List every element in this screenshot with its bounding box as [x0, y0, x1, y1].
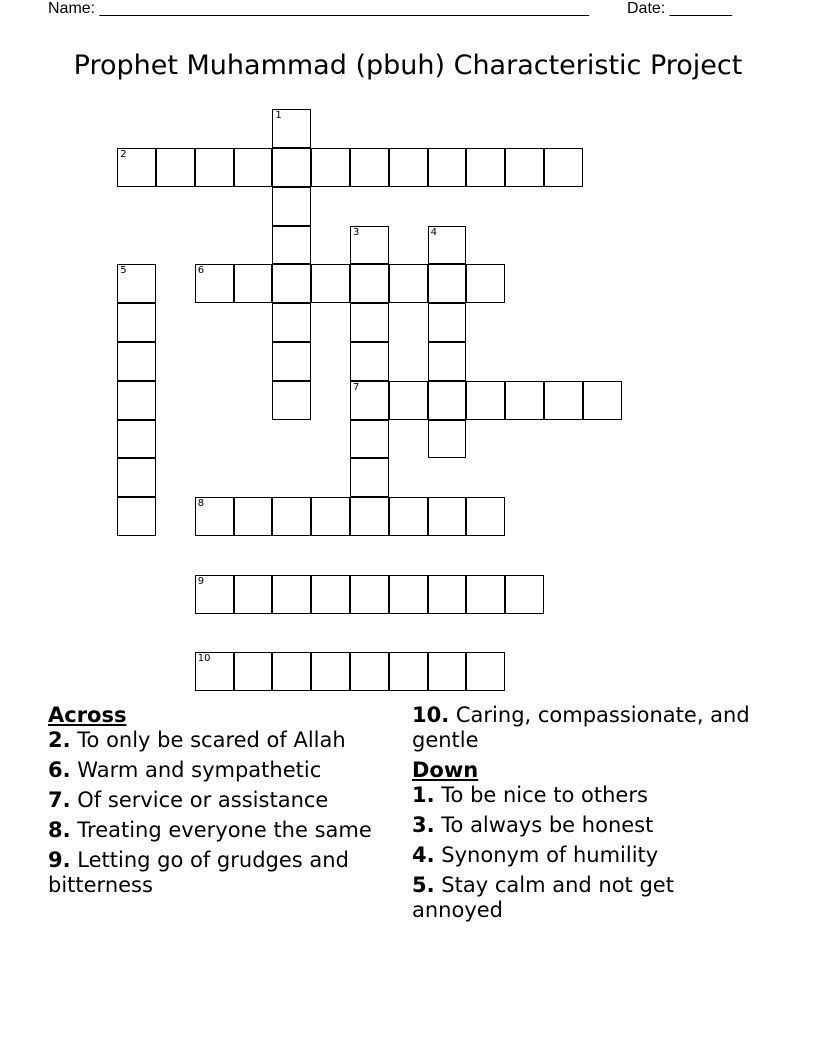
grid-cell[interactable]	[466, 381, 505, 420]
grid-cell[interactable]	[350, 381, 389, 420]
cell-clue-number: 3	[353, 226, 360, 238]
grid-cell[interactable]	[350, 226, 389, 265]
cell-clue-number: 5	[120, 265, 127, 277]
down-heading: Down	[412, 758, 479, 782]
clue-across-8	[48, 818, 393, 843]
grid-cell[interactable]	[466, 148, 505, 187]
grid-cell[interactable]	[428, 381, 467, 420]
clue-across-7	[48, 788, 393, 813]
grid-cell[interactable]	[234, 264, 273, 303]
grid-cell[interactable]	[272, 575, 311, 614]
clue-number: 4.	[412, 843, 435, 867]
grid-cell[interactable]	[272, 148, 311, 187]
grid-cell[interactable]	[428, 342, 467, 381]
grid-cell[interactable]	[311, 575, 350, 614]
grid-cell[interactable]	[428, 497, 467, 536]
clue-across-10	[412, 703, 757, 753]
clue-text: Of service or assistance	[77, 788, 329, 812]
clue-number: 8.	[48, 818, 71, 842]
grid-cell[interactable]	[272, 187, 311, 226]
clue-number: 3.	[412, 813, 435, 837]
grid-cell[interactable]	[350, 652, 389, 691]
clue-text: Treating everyone the same	[77, 818, 372, 842]
grid-cell[interactable]	[505, 575, 544, 614]
grid-cell[interactable]	[350, 264, 389, 303]
cell-clue-number: 2	[120, 149, 127, 160]
clue-number: 6.	[48, 758, 71, 782]
clues-column-right	[412, 703, 757, 928]
clue-number: 9.	[48, 848, 71, 872]
clue-text: To always be honest	[441, 813, 654, 837]
clue-text: Letting go of grudges and bitterness	[48, 848, 349, 897]
date-field-line[interactable]: Date: _______	[627, 0, 732, 17]
grid-cell[interactable]	[505, 148, 544, 187]
grid-cell[interactable]	[428, 226, 467, 265]
grid-cell[interactable]	[466, 652, 505, 691]
grid-cell[interactable]	[350, 458, 389, 497]
page-title: Prophet Muhammad (pbuh) Characteristic Project	[73, 50, 743, 81]
grid-cell[interactable]	[195, 575, 234, 614]
grid-cell[interactable]	[583, 381, 622, 420]
grid-cell[interactable]	[272, 109, 311, 148]
grid-cell[interactable]	[272, 264, 311, 303]
grid-cell[interactable]	[466, 497, 505, 536]
cell-clue-number: 4	[430, 226, 437, 238]
grid-cell[interactable]	[234, 497, 273, 536]
grid-cell[interactable]	[428, 264, 467, 303]
grid-cell[interactable]	[272, 303, 311, 342]
grid-cell[interactable]	[428, 420, 467, 459]
grid-cell[interactable]	[195, 652, 234, 691]
grid-cell[interactable]	[466, 264, 505, 303]
grid-cell[interactable]	[389, 652, 428, 691]
cell-clue-number: 9	[197, 575, 205, 587]
clue-down-4	[412, 843, 757, 868]
grid-cell[interactable]	[350, 420, 389, 459]
grid-cell[interactable]	[428, 148, 467, 187]
cell-clue-number: 8	[197, 498, 205, 510]
cell-clue-number: 6	[197, 265, 205, 277]
grid-cell[interactable]	[389, 381, 428, 420]
grid-cell[interactable]	[234, 148, 273, 187]
grid-cell[interactable]	[350, 497, 389, 536]
clue-number: 10.	[412, 703, 450, 727]
clue-text: To be nice to others	[441, 783, 648, 807]
name-field-line[interactable]: Name: _______________________________________________________	[48, 0, 589, 17]
grid-cell[interactable]	[311, 652, 350, 691]
cell-clue-number: 7	[353, 381, 360, 393]
grid-cell[interactable]	[117, 148, 156, 187]
grid-cell[interactable]	[389, 575, 428, 614]
clue-across-9	[48, 848, 393, 898]
clue-across-6	[48, 758, 393, 783]
grid-cell[interactable]	[117, 420, 156, 459]
grid-cell[interactable]	[544, 148, 583, 187]
grid-cell[interactable]	[195, 497, 234, 536]
grid-cell[interactable]	[272, 381, 311, 420]
grid-cell[interactable]	[505, 381, 544, 420]
grid-cell[interactable]	[350, 148, 389, 187]
grid-cell[interactable]	[272, 652, 311, 691]
grid-cell[interactable]	[234, 652, 273, 691]
cell-clue-number: 10	[197, 653, 211, 665]
grid-cell[interactable]	[428, 652, 467, 691]
cell-clue-number: 1	[275, 110, 282, 122]
grid-cell[interactable]	[117, 264, 156, 303]
clue-down-3	[412, 813, 757, 838]
clue-text: Caring, compassionate, and gentle	[412, 703, 750, 752]
clue-number: 7.	[48, 788, 71, 812]
grid-cell[interactable]	[272, 342, 311, 381]
grid-cell[interactable]	[272, 226, 311, 265]
grid-cell[interactable]	[117, 458, 156, 497]
clue-number: 2.	[48, 728, 71, 752]
grid-cell[interactable]	[350, 342, 389, 381]
clue-text: To only be scared of Allah	[77, 728, 346, 752]
grid-cell[interactable]	[234, 575, 273, 614]
clue-text: Warm and sympathetic	[77, 758, 322, 782]
clue-down-1	[412, 783, 757, 808]
grid-cell[interactable]	[117, 303, 156, 342]
grid-cell[interactable]	[272, 497, 311, 536]
grid-cell[interactable]	[311, 497, 350, 536]
grid-cell[interactable]	[389, 264, 428, 303]
clues-column-left	[48, 703, 393, 903]
grid-cell[interactable]	[544, 381, 583, 420]
grid-cell[interactable]	[311, 148, 350, 187]
grid-cell[interactable]	[117, 381, 156, 420]
grid-cell[interactable]	[350, 303, 389, 342]
clue-text: Synonym of humility	[441, 843, 659, 867]
across-heading: Across	[48, 703, 127, 727]
grid-cell[interactable]	[156, 148, 195, 187]
clue-number: 5.	[412, 873, 435, 897]
clue-text: Stay calm and not get annoyed	[412, 873, 674, 922]
grid-cell[interactable]	[428, 303, 467, 342]
clue-across-2	[48, 728, 393, 753]
clue-number: 1.	[412, 783, 435, 807]
grid-cell[interactable]	[195, 264, 234, 303]
grid-cell[interactable]	[428, 575, 467, 614]
grid-cell[interactable]	[195, 148, 234, 187]
grid-cell[interactable]	[350, 575, 389, 614]
grid-cell[interactable]	[117, 497, 156, 536]
grid-cell[interactable]	[311, 264, 350, 303]
grid-cell[interactable]	[466, 575, 505, 614]
grid-cell[interactable]	[117, 342, 156, 381]
grid-cell[interactable]	[389, 497, 428, 536]
clue-down-5	[412, 873, 757, 923]
grid-cell[interactable]	[389, 148, 428, 187]
